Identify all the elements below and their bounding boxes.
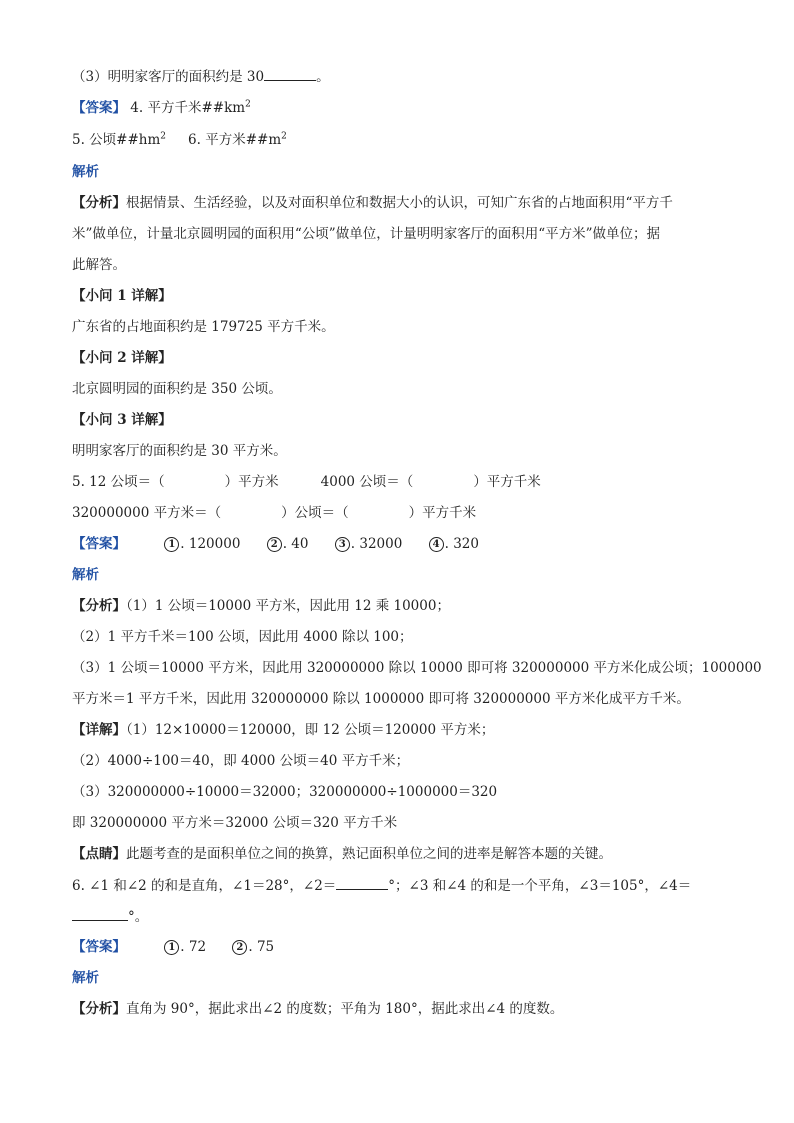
answer-5: 【答案】 1 . 120000 2 . 40 3 . 32000 4 . 320 [72,536,479,552]
analysis-heading-5: 解析 [72,567,99,583]
question-5-line-2: 320000000 平方米＝（ ）公顷＝（ ）平方千米 [72,505,477,521]
sub1-text: 广东省的占地面积约是 179725 平方千米。 [72,319,335,335]
detail-5-line-2: （2）4000÷100＝40，即 4000 公顷＝40 平方千米； [72,753,410,769]
dianjing-5: 【点睛】此题考查的是面积单位之间的换算，熟记面积单位之间的进率是解答本题的关键。 [72,846,612,862]
analysis-5-line-1: 【分析】（1）1 公顷＝10000 平方米，因此用 12 乘 10000； [72,598,450,614]
analysis-para-2: 米”做单位，计量北京圆明园的面积用“公顷”做单位，计量明明家客厅的面积用“平方米”做单位；据 [72,226,661,242]
sub1-title: 【小问 1 详解】 [72,288,172,304]
answer-tag: 【答案】 [72,100,126,116]
detail-5-line-4: 即 320000000 平方米＝32000 公顷＝320 平方千米 [72,815,398,831]
sub3-text: 明明家客厅的面积约是 30 平方米。 [72,443,287,459]
answer-line-1: 【答案】 4. 平方千米$\#\#km^2$ [72,99,251,116]
analysis-heading-6: 解析 [72,970,99,986]
detail-5-line-3: （3）320000000÷10000＝32000；320000000÷1000000＝320 [72,784,498,800]
question-3-prev: （3）明明家客厅的面积约是 30 。 [72,69,330,85]
analysis-5-line-3: （3）1 公顷＝10000 平方米，因此用 320000000 除以 10000 即可将 320000000 平方米化成公顷；1000000 [72,660,762,676]
answer-line-2: 5. 公顷$\#\#hm^2$ 6. 平方米$\#\#m^2$ [72,131,287,148]
analysis-para-1: 【分析】根据情景、生活经验，以及对面积单位和数据大小的认识，可知广东省的占地面积用“平方千 [72,195,673,211]
question-6-line-2: °。 [72,907,148,926]
analysis-5-line-2: （2）1 平方千米＝100 公顷，因此用 4000 除以 100； [72,629,413,645]
answer-blank [336,876,388,890]
sub3-title: 【小问 3 详解】 [72,412,172,428]
answer-blank [72,907,128,921]
analysis-6: 【分析】直角为 90°，据此求出∠2 的度数；平角为 180°，据此求出∠4 的度数。 [72,1001,564,1017]
question-6-line-1: 6. ∠1 和∠2 的和是直角，∠1＝28°，∠2＝ °；∠3 和∠4 的和是一个平角，∠3＝105°，∠4＝ [72,878,692,894]
sub2-title: 【小问 2 详解】 [72,350,172,366]
analysis-para-3: 此解答。 [72,257,126,273]
sub2-text: 北京圆明园的面积约是 350 公顷。 [72,381,282,397]
analysis-5-line-4: 平方米＝1 平方千米，因此用 320000000 除以 1000000 即可将 320000000 平方米化成平方千米。 [72,691,690,707]
answer-6: 【答案】 1 . 72 2 . 75 [72,939,275,955]
detail-5-line-1: 【详解】（1）12×10000＝120000，即 12 公顷＝120000 平方米； [72,722,495,738]
question-5-line-1: 5. 12 公顷＝（ ）平方米 4000 公顷＝（ ）平方千米 [72,474,541,490]
analysis-heading: 解析 [72,164,99,180]
answer-blank [264,67,316,81]
